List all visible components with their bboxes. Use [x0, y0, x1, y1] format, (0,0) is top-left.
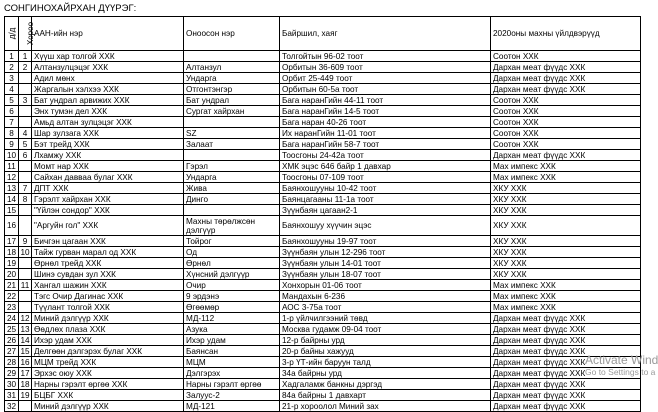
cell-company: Тайж гурван марал од ХХК — [32, 247, 184, 258]
cell-product: Мах импекс ХХК — [491, 291, 641, 302]
cell-product: Соотон ХХК — [491, 106, 641, 117]
table-row — [5, 150, 641, 161]
cell-company: Момт нар ХХК — [32, 161, 184, 172]
cell-company: Эрхэс оюу ХХК — [32, 368, 184, 379]
cell-local-no: 3 — [19, 95, 32, 106]
cell-index: 22 — [5, 291, 19, 302]
cell-local-no: 5 — [19, 139, 32, 150]
cell-local-no — [19, 269, 32, 280]
cell-short-name — [184, 150, 280, 161]
header-local-no: Хороо — [19, 17, 32, 51]
cell-index: 20 — [5, 269, 19, 280]
table-row — [5, 73, 641, 84]
cell-company: Тэгс Очир Дагинас ХХК — [32, 291, 184, 302]
table-row — [5, 183, 641, 194]
cell-index: 2 — [5, 62, 19, 73]
cell-company: Өөдлөх плаза ХХК — [32, 324, 184, 335]
cell-index: 18 — [5, 247, 19, 258]
cell-product: Соотон ХХК — [491, 51, 641, 62]
cell-product: Дархан меат фүүдс ХХК — [491, 150, 641, 161]
cell-short-name: Өрнөл — [184, 258, 280, 269]
table-row — [5, 379, 641, 390]
cell-short-name: Залуус-2 — [184, 390, 280, 401]
cell-address: 21-р хороолол Миний зах — [280, 401, 491, 412]
cell-company: Бат ундрал арвижих ХХК — [32, 95, 184, 106]
cell-address: Зүүнбаян улын 18-07 тоот — [280, 269, 491, 280]
cell-product: Дархан меат фүүдс ХХК — [491, 390, 641, 401]
cell-product: Дархан меат фүүдс ХХК — [491, 73, 641, 84]
cell-index: 11 — [5, 161, 19, 172]
cell-short-name: Бат ундрал — [184, 95, 280, 106]
cell-short-name: Ундарга — [184, 73, 280, 84]
cell-local-no: 6 — [19, 150, 32, 161]
table-row — [5, 172, 641, 183]
cell-short-name: Ундарга — [184, 172, 280, 183]
cell-index: 10 — [5, 150, 19, 161]
cell-index: 6 — [5, 106, 19, 117]
header-index: д/д — [5, 17, 19, 51]
cell-address: Баянхошууны 10-42 тоот — [280, 183, 491, 194]
cell-index: 23 — [5, 302, 19, 313]
cell-company: БЦБГ ХХК — [32, 390, 184, 401]
watermark-line1: Activate Wind — [585, 353, 658, 367]
cell-index: 26 — [5, 335, 19, 346]
cell-local-no: 16 — [20, 357, 30, 367]
companies-table — [4, 16, 641, 412]
cell-short-name: SZ — [184, 128, 280, 139]
cell-local-no — [19, 258, 32, 269]
cell-short-name: Баянсан — [184, 346, 280, 357]
cell-company: ДПТ ХХК — [32, 183, 184, 194]
cell-product: ХКУ ХХК — [491, 236, 641, 247]
cell-index: 12 — [5, 172, 19, 183]
cell-local-no: 9 — [19, 236, 32, 247]
cell-short-name: Очир — [184, 280, 280, 291]
cell-short-name: 9 эрдэнэ — [184, 291, 280, 302]
cell-company: Миний дэлгүүр ХХК — [32, 313, 184, 324]
cell-address: Баянцагааны 11-1а тоот — [280, 194, 491, 205]
cell-local-no — [19, 216, 32, 236]
cell-product: Мах импекс ХХК — [491, 161, 641, 172]
cell-local-no: 18 — [20, 379, 30, 389]
cell-index: 15 — [5, 205, 19, 216]
cell-short-name: Жива — [184, 183, 280, 194]
cell-company: Нарны гэрэлт өргөө ХХК — [32, 379, 184, 390]
cell-local-no: 8 — [19, 194, 32, 205]
cell-company: Шар зулзага ХХК — [32, 128, 184, 139]
cell-local-no: 15 — [20, 346, 30, 356]
cell-short-name: Өгөөмөр — [184, 302, 280, 313]
table-row — [5, 247, 641, 258]
cell-short-name: Тойрог — [184, 236, 280, 247]
cell-local-no — [19, 106, 32, 117]
cell-company: Делгөөн дэлгэрэх булаг ХХК — [32, 346, 184, 357]
cell-company: Хүүш хар толгой ХХК — [32, 51, 184, 62]
cell-address: Их наранГийн 11-01 тоот — [280, 128, 491, 139]
cell-index: 13 — [5, 183, 19, 194]
table-row — [5, 205, 641, 216]
cell-short-name: Од — [184, 247, 280, 258]
cell-company: Хангал шажин ХХК — [32, 280, 184, 291]
cell-local-no: 12 — [20, 313, 30, 323]
cell-local-no — [19, 172, 32, 183]
cell-product: Дархан меат фүүдс ХХК — [491, 335, 641, 346]
cell-short-name: Алтанзул — [184, 62, 280, 73]
cell-short-name: Азука — [184, 324, 280, 335]
table-row — [5, 401, 641, 412]
table-row — [5, 128, 641, 139]
cell-company: Бичгэн цагаан ХХК — [32, 236, 184, 247]
cell-company: Миний дэлгүүр ХХК — [32, 401, 184, 412]
table-row — [5, 95, 641, 106]
cell-company: Өрнөл трейд ХХК — [32, 258, 184, 269]
cell-company: Энх тумэн дел ХХК — [32, 106, 184, 117]
cell-address: Орбитын 36-609 тоот — [280, 62, 491, 73]
cell-index: 9 — [5, 139, 19, 150]
table-row — [5, 139, 641, 150]
cell-product: Мах импекс ХХК — [491, 302, 641, 313]
header-company: ААН-ийн нэр — [32, 17, 184, 51]
cell-address: Мандахын 6-236 — [280, 291, 491, 302]
cell-index: 28 — [5, 357, 19, 368]
table-row — [5, 335, 641, 346]
table-row — [5, 161, 641, 172]
table-row — [5, 390, 641, 401]
cell-company: Шинэ сувдан зул ХХК — [32, 269, 184, 280]
table-body — [5, 51, 641, 412]
header-short-name: Оноосон нэр — [184, 17, 280, 51]
cell-index: 30 — [5, 379, 19, 390]
cell-address: АОС 3-75а тоот — [280, 302, 491, 313]
cell-company: Амьд алтан зулцэцэг ХХК — [32, 117, 184, 128]
cell-product: Мах импекс ХХК — [491, 280, 641, 291]
cell-local-no: 13 — [20, 324, 30, 334]
cell-company: "Үйлэн сондор" ХХК — [32, 205, 184, 216]
cell-short-name — [184, 117, 280, 128]
cell-product: Дархан меат фүүдс ХХК — [491, 324, 641, 335]
cell-product: Соотон ХХК — [491, 95, 641, 106]
cell-local-no: 7 — [19, 183, 32, 194]
cell-address: Москва гудамж 09-04 тоот — [280, 324, 491, 335]
cell-company: "Аргуйн гол" ХХК — [32, 216, 184, 236]
cell-address: Бага наранГийн 44-11 тоот — [280, 95, 491, 106]
cell-company: МЦМ трейд ХХК — [32, 357, 184, 368]
cell-address: Бага наран 40-26 тоот — [280, 117, 491, 128]
table-row — [5, 216, 641, 236]
cell-local-no — [19, 161, 32, 172]
table-row — [5, 194, 641, 205]
cell-product: Соотон ХХК — [491, 128, 641, 139]
table-row — [5, 302, 641, 313]
cell-index: 14 — [5, 194, 19, 205]
cell-product: ХКУ ХХК — [491, 269, 641, 280]
cell-product: Соотон ХХК — [491, 139, 641, 150]
cell-local-no: 10 — [20, 247, 30, 257]
cell-short-name: МЦМ — [184, 357, 280, 368]
cell-local-no: 17 — [20, 368, 30, 378]
cell-address: Хадгаламж банкны дэргэд — [280, 379, 491, 390]
cell-index: 29 — [5, 368, 19, 379]
table-row — [5, 357, 641, 368]
cell-address: Бага наранГийн 58-7 тоот — [280, 139, 491, 150]
cell-local-no: 2 — [19, 62, 32, 73]
cell-index: 19 — [5, 258, 19, 269]
cell-company: Адил мөнх — [32, 73, 184, 84]
cell-short-name — [184, 205, 280, 216]
cell-address: 12-р байрны урд — [280, 335, 491, 346]
table-row — [5, 269, 641, 280]
table-row — [5, 258, 641, 269]
table-row — [5, 84, 641, 95]
cell-short-name: МД-112 — [184, 313, 280, 324]
cell-local-no — [19, 302, 32, 313]
cell-short-name: Гэрэл — [184, 161, 280, 172]
cell-address: Орбит 25-449 тоот — [280, 73, 491, 84]
cell-index: 1 — [5, 51, 19, 62]
cell-index: 21 — [5, 280, 19, 291]
cell-short-name: Нарны гэрэлт өргөө — [184, 379, 280, 390]
table-row — [5, 346, 641, 357]
cell-product: Дархан меат фүүдс ХХК — [491, 368, 641, 379]
cell-address: Баянхошуу хүүчин эцэс — [280, 216, 491, 236]
table-container — [4, 16, 641, 412]
cell-index: 17 — [5, 236, 19, 247]
cell-product: Дархан меат фүүдс ХХК — [491, 62, 641, 73]
cell-product: Соотон ХХК — [491, 117, 641, 128]
cell-index: 5 — [5, 95, 19, 106]
cell-company: Алтанзулцэцэг ХХК — [32, 62, 184, 73]
cell-local-no: 14 — [20, 335, 30, 345]
cell-local-no: 1 — [19, 51, 32, 62]
cell-product: Дархан меат фүүдс ХХК — [491, 379, 641, 390]
cell-address: Зүүнбаян улын 12-296 тоот — [280, 247, 491, 258]
cell-index: 31 — [5, 390, 19, 401]
cell-address: Бага наранГийн 14-5 тоот — [280, 106, 491, 117]
cell-product: Дархан меат фүүдс ХХК — [491, 313, 641, 324]
cell-short-name — [184, 51, 280, 62]
cell-company: Сайхан давваа булаг ХХК — [32, 172, 184, 183]
cell-product: Дархан меат фүүдс ХХК — [491, 401, 641, 412]
cell-local-no: 4 — [19, 128, 32, 139]
header-product: 2020оны махны үйлдвэрүүд — [491, 17, 641, 51]
cell-address: Тоосгоны 24-42а тоот — [280, 150, 491, 161]
cell-company: Бэт трейд ХХК — [32, 139, 184, 150]
cell-index: 16 — [5, 216, 19, 236]
cell-index: 24 — [5, 313, 19, 324]
table-row — [5, 117, 641, 128]
cell-product: Дархан меат фүүдс ХХК — [491, 84, 641, 95]
cell-address: 34а байрны урд — [280, 368, 491, 379]
cell-short-name: Отгонтэнгэр — [184, 84, 280, 95]
header-address: Байршил, хаяг — [280, 17, 491, 51]
cell-index: 7 — [5, 117, 19, 128]
cell-company: Лхамжу ХХК — [32, 150, 184, 161]
table-row — [5, 236, 641, 247]
cell-local-no — [19, 401, 32, 412]
cell-short-name: МД-121 — [184, 401, 280, 412]
table-row — [5, 291, 641, 302]
table-row — [5, 62, 641, 73]
cell-product: ХКУ ХХК — [491, 183, 641, 194]
cell-index: 32 — [5, 401, 19, 412]
cell-address: 3-р ҮТ-ийн баруун талд — [280, 357, 491, 368]
watermark-line2: Go to Settings to a — [585, 367, 656, 377]
cell-address: Орбитын 60-5а тоот — [280, 84, 491, 95]
cell-index: 3 — [5, 73, 19, 84]
cell-company: Гэрэлт хайрхан ХХК — [32, 194, 184, 205]
cell-index: 8 — [5, 128, 19, 139]
cell-address: Тоосгоны 07-109 тоот — [280, 172, 491, 183]
cell-local-no — [19, 205, 32, 216]
cell-short-name: Залаат — [184, 139, 280, 150]
cell-company: Ихэр удам ХХК — [32, 335, 184, 346]
cell-address: 84а байрны 1 давхарт — [280, 390, 491, 401]
cell-address: 1-р үйлчилгээний төвд — [280, 313, 491, 324]
cell-index: 25 — [5, 324, 19, 335]
cell-index: 27 — [5, 346, 19, 357]
cell-address: Хонхорын 01-06 тоот — [280, 280, 491, 291]
table-row — [5, 313, 641, 324]
cell-product: Дархан меат фүүдс ХХК — [491, 357, 641, 368]
cell-address: Зүүнбаян улын 14-01 тоот — [280, 258, 491, 269]
cell-company: Жаргалын хэлхээ ХХК — [32, 84, 184, 95]
cell-short-name: Ихэр удам — [184, 335, 280, 346]
cell-product: Мах импекс ХХК — [491, 172, 641, 183]
cell-product: ХКУ ХХК — [491, 205, 641, 216]
cell-local-no — [19, 117, 32, 128]
cell-address: Баянхошууны 19-97 тоот — [280, 236, 491, 247]
cell-product: ХКУ ХХК — [491, 247, 641, 258]
activate-windows-watermark — [585, 354, 658, 377]
cell-index: 4 — [5, 84, 19, 95]
cell-product: ХКУ ХХК — [491, 258, 641, 269]
cell-local-no — [19, 291, 32, 302]
cell-short-name: Дэлгэрэх — [184, 368, 280, 379]
cell-local-no — [19, 84, 32, 95]
cell-short-name: Сургат хайрхан — [184, 106, 280, 117]
table-row — [5, 368, 641, 379]
cell-company: Түүлант толгой ХХК — [32, 302, 184, 313]
cell-address: ХМК эцэс 646 байр 1 давхар — [280, 161, 491, 172]
cell-product: Дархан меат фүүдс ХХК — [491, 346, 641, 357]
cell-address: 20-р байны хажууд — [280, 346, 491, 357]
cell-local-no: 19 — [20, 390, 30, 400]
table-header-row — [5, 17, 641, 51]
table-row — [5, 324, 641, 335]
cell-short-name: Динго — [184, 194, 280, 205]
cell-short-name: Махны төрөлжсөн дэлгүүр — [184, 216, 280, 236]
table-row — [5, 106, 641, 117]
cell-local-no — [19, 73, 32, 84]
cell-address: Толгойтын 96-02 тоот — [280, 51, 491, 62]
cell-local-no: 11 — [19, 280, 32, 291]
cell-short-name: Хүнсний дэлгүүр — [184, 269, 280, 280]
cell-product: ХКУ ХХК — [491, 216, 641, 236]
table-row — [5, 280, 641, 291]
cell-address: Зүүнбаян цагаан2-1 — [280, 205, 491, 216]
table-row — [5, 51, 641, 62]
page-title: СОНГИНОХАЙРХАН ДҮҮРЭГ: — [4, 3, 137, 14]
cell-product: ХКУ ХХК — [491, 194, 641, 205]
